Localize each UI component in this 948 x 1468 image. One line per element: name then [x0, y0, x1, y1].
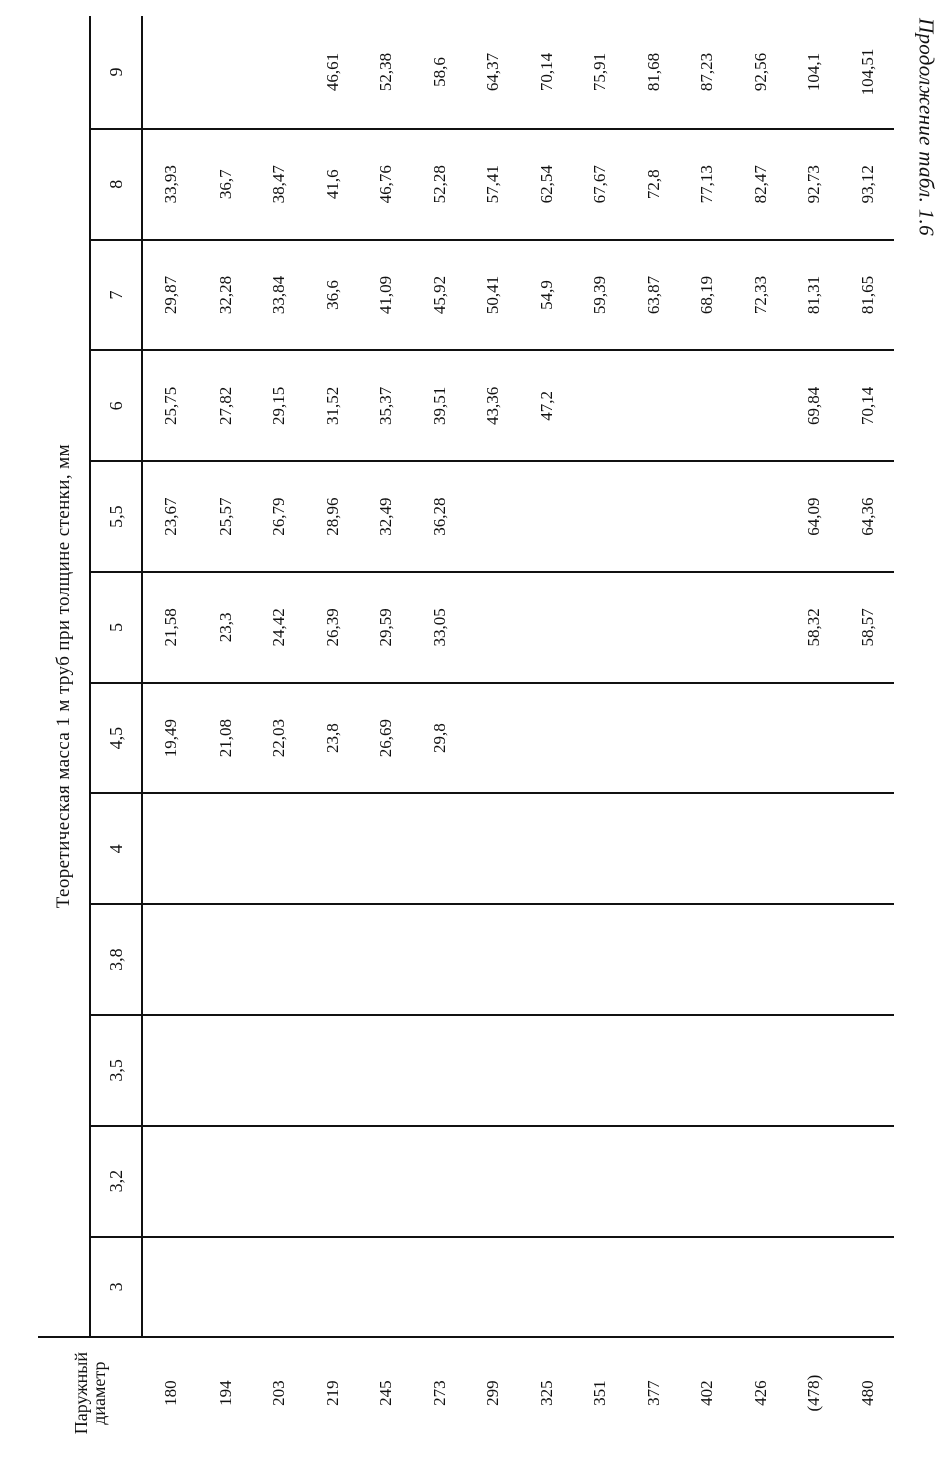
table-row	[733, 16, 786, 1448]
mass-value-cell: 92,56	[750, 52, 770, 92]
mass-value-cell: 23,3	[199, 572, 252, 683]
mass-value-cell	[787, 904, 840, 1015]
mass-value-cell	[359, 1015, 412, 1126]
table-row	[627, 16, 680, 1448]
mass-value-cell	[252, 793, 305, 904]
mass-value-cell	[520, 1126, 573, 1237]
mass-value-cell: 70,14	[536, 52, 556, 92]
diameter-cell: 245	[359, 1337, 412, 1448]
mass-value-cell	[142, 793, 199, 904]
mass-value-cell: 26,39	[306, 572, 359, 683]
mass-value-cell	[627, 793, 680, 904]
mass-value-cell	[680, 461, 733, 572]
mass-value-cell	[733, 461, 786, 572]
mass-value-cell	[627, 904, 680, 1015]
table-row	[199, 16, 252, 1448]
mass-value-cell: 59,39	[573, 240, 626, 351]
mass-value-cell	[466, 572, 519, 683]
diameter-cell: 402	[680, 1337, 733, 1448]
mass-value-cell	[573, 350, 626, 461]
mass-value-cell: 28,96	[306, 461, 359, 572]
mass-value-cell	[466, 1237, 519, 1338]
mass-value-cell	[306, 1237, 359, 1338]
table-row	[413, 16, 466, 1448]
mass-value-cell	[466, 461, 519, 572]
diameter-cell: (478)	[787, 1337, 840, 1448]
pipe-mass-table	[38, 16, 894, 1448]
mass-value-cell: 52,28	[413, 129, 466, 240]
mass-value-cell	[627, 1015, 680, 1126]
mass-value-cell	[627, 1237, 680, 1338]
mass-value-cell	[252, 1015, 305, 1126]
thickness-column-header: 4,5	[90, 683, 142, 794]
mass-value-cell	[680, 1015, 733, 1126]
mass-value-cell: 104,51	[857, 48, 877, 96]
mass-value-cell: 29,15	[252, 350, 305, 461]
table-row	[787, 16, 840, 1448]
mass-value-cell	[520, 683, 573, 794]
mass-value-cell	[787, 793, 840, 904]
mass-value-cell	[840, 683, 894, 794]
mass-value-cell: 64,37	[483, 52, 503, 92]
mass-value-cell: 68,19	[680, 240, 733, 351]
mass-value-cell: 93,12	[840, 129, 894, 240]
mass-value-cell	[520, 793, 573, 904]
mass-value-cell	[359, 1237, 412, 1338]
mass-value-cell: 104,1	[804, 52, 824, 92]
mass-value-cell: 47,2	[520, 350, 573, 461]
thickness-column-header: 3,2	[90, 1126, 142, 1237]
mass-value-cell: 27,82	[199, 350, 252, 461]
mass-value-cell	[466, 793, 519, 904]
mass-value-cell	[413, 1126, 466, 1237]
mass-value-cell: 32,28	[199, 240, 252, 351]
mass-value-cell	[252, 16, 305, 129]
mass-value-cell	[413, 1015, 466, 1126]
mass-value-cell	[680, 683, 733, 794]
mass-value-cell: 43,36	[466, 350, 519, 461]
mass-value-cell	[142, 1015, 199, 1126]
mass-value-cell	[733, 572, 786, 683]
mass-value-cell: 58,32	[787, 572, 840, 683]
mass-value-cell: 58,57	[840, 572, 894, 683]
table-row	[840, 16, 894, 1448]
mass-value-cell: 25,75	[142, 350, 199, 461]
mass-value-cell	[466, 683, 519, 794]
mass-value-cell	[573, 1015, 626, 1126]
mass-value-cell	[142, 1237, 199, 1338]
mass-value-cell	[733, 904, 786, 1015]
table-caption	[904, 18, 948, 278]
table-row	[306, 16, 359, 1448]
mass-value-cell: 52,38	[376, 52, 396, 92]
mass-value-cell	[466, 1126, 519, 1237]
mass-value-cell	[142, 16, 199, 129]
mass-value-cell	[733, 1237, 786, 1338]
mass-value-cell	[733, 793, 786, 904]
mass-value-cell: 31,52	[306, 350, 359, 461]
mass-value-cell	[680, 1126, 733, 1237]
mass-value-cell	[787, 1126, 840, 1237]
mass-value-cell: 41,09	[359, 240, 412, 351]
diameter-cell: 351	[573, 1337, 626, 1448]
thickness-column-header: 7	[90, 240, 142, 351]
mass-value-cell	[252, 1237, 305, 1338]
mass-value-cell: 57,41	[466, 129, 519, 240]
mass-value-cell: 21,58	[142, 572, 199, 683]
mass-value-cell	[787, 1237, 840, 1338]
mass-value-cell	[359, 904, 412, 1015]
mass-value-cell	[252, 904, 305, 1015]
thickness-header-row	[90, 16, 142, 1448]
mass-value-cell	[573, 461, 626, 572]
mass-value-cell	[199, 1126, 252, 1237]
mass-value-cell: 46,61	[322, 52, 342, 92]
mass-value-cell	[840, 1015, 894, 1126]
mass-value-cell: 70,14	[840, 350, 894, 461]
mass-value-cell	[733, 350, 786, 461]
thickness-column-header: 3,5	[90, 1015, 142, 1126]
mass-value-cell: 72,33	[733, 240, 786, 351]
diameter-cell: 273	[413, 1337, 466, 1448]
mass-value-cell	[413, 904, 466, 1015]
diameter-cell: 219	[306, 1337, 359, 1448]
mass-value-cell: 58,6	[429, 57, 449, 87]
diameter-cell: 480	[840, 1337, 894, 1448]
mass-value-cell	[359, 793, 412, 904]
mass-value-cell: 24,42	[252, 572, 305, 683]
mass-value-cell: 23,67	[142, 461, 199, 572]
mass-value-cell	[680, 904, 733, 1015]
mass-value-cell	[306, 904, 359, 1015]
thickness-column-header: 5,5	[90, 461, 142, 572]
mass-value-cell	[142, 904, 199, 1015]
mass-value-cell	[520, 572, 573, 683]
mass-value-cell	[520, 904, 573, 1015]
mass-value-cell: 63,87	[627, 240, 680, 351]
mass-value-cell: 21,08	[199, 683, 252, 794]
mass-value-cell: 67,67	[573, 129, 626, 240]
thickness-column-header: 4	[90, 793, 142, 904]
mass-value-cell	[627, 572, 680, 683]
mass-value-cell	[680, 572, 733, 683]
mass-value-cell	[680, 1237, 733, 1338]
mass-value-cell: 33,05	[413, 572, 466, 683]
thickness-column-header: 8	[90, 129, 142, 240]
mass-value-cell: 22,03	[252, 683, 305, 794]
diameter-cell: 377	[627, 1337, 680, 1448]
mass-value-cell: 54,9	[520, 240, 573, 351]
mass-value-cell	[573, 572, 626, 683]
diameter-cell: 180	[142, 1337, 199, 1448]
diameter-cell: 325	[520, 1337, 573, 1448]
mass-value-cell	[840, 1126, 894, 1237]
mass-value-cell	[627, 350, 680, 461]
mass-value-cell	[840, 1237, 894, 1338]
mass-value-cell: 38,47	[252, 129, 305, 240]
mass-value-cell	[627, 683, 680, 794]
mass-value-cell	[573, 1237, 626, 1338]
diameter-header: Паружный диаметр	[38, 1337, 142, 1448]
mass-value-cell: 26,79	[252, 461, 305, 572]
diameter-cell: 194	[199, 1337, 252, 1448]
mass-value-cell	[787, 683, 840, 794]
mass-value-cell	[733, 1126, 786, 1237]
mass-value-cell: 29,87	[142, 240, 199, 351]
mass-value-cell: 81,65	[840, 240, 894, 351]
mass-value-cell	[199, 16, 252, 129]
table-row	[680, 16, 733, 1448]
mass-value-cell: 41,6	[306, 129, 359, 240]
mass-value-cell	[840, 904, 894, 1015]
mass-value-cell: 36,28	[413, 461, 466, 572]
mass-value-cell	[199, 793, 252, 904]
mass-value-cell: 87,23	[697, 52, 717, 92]
thickness-column-header: 9	[90, 16, 142, 129]
mass-value-cell	[466, 1015, 519, 1126]
mass-value-cell	[413, 793, 466, 904]
table-row	[520, 16, 573, 1448]
mass-value-cell	[359, 1126, 412, 1237]
table-body	[142, 16, 894, 1448]
mass-value-cell: 36,7	[199, 129, 252, 240]
table-row	[573, 16, 626, 1448]
mass-value-cell	[199, 1015, 252, 1126]
mass-value-cell	[680, 793, 733, 904]
thickness-group-header: Теоретическая масса 1 м труб при толщине стенки, мм	[38, 16, 90, 1337]
mass-value-cell	[306, 1126, 359, 1237]
table-row	[142, 16, 199, 1448]
mass-value-cell: 72,8	[627, 129, 680, 240]
mass-value-cell: 32,49	[359, 461, 412, 572]
mass-value-cell	[627, 461, 680, 572]
mass-value-cell	[142, 1126, 199, 1237]
mass-value-cell: 33,84	[252, 240, 305, 351]
mass-value-cell	[680, 350, 733, 461]
table-row	[252, 16, 305, 1448]
mass-value-cell: 82,47	[733, 129, 786, 240]
mass-value-cell: 19,49	[142, 683, 199, 794]
mass-value-cell	[733, 1015, 786, 1126]
mass-value-cell: 46,76	[359, 129, 412, 240]
mass-value-cell: 92,73	[787, 129, 840, 240]
table-row	[466, 16, 519, 1448]
mass-value-cell: 39,51	[413, 350, 466, 461]
mass-value-cell	[520, 1237, 573, 1338]
mass-value-cell: 35,37	[359, 350, 412, 461]
table-row	[359, 16, 412, 1448]
mass-value-cell	[466, 904, 519, 1015]
diameter-cell: 426	[733, 1337, 786, 1448]
mass-value-cell: 29,59	[359, 572, 412, 683]
mass-value-cell	[306, 1015, 359, 1126]
thickness-column-header: 5	[90, 572, 142, 683]
mass-value-cell	[413, 1237, 466, 1338]
mass-value-cell	[840, 793, 894, 904]
mass-value-cell	[573, 793, 626, 904]
mass-value-cell: 62,54	[520, 129, 573, 240]
mass-value-cell: 36,6	[306, 240, 359, 351]
mass-value-cell: 81,31	[787, 240, 840, 351]
mass-value-cell	[573, 683, 626, 794]
mass-value-cell: 64,36	[840, 461, 894, 572]
thickness-column-header: 3,8	[90, 904, 142, 1015]
mass-value-cell: 64,09	[787, 461, 840, 572]
mass-value-cell	[199, 904, 252, 1015]
mass-value-cell	[733, 683, 786, 794]
mass-value-cell: 69,84	[787, 350, 840, 461]
mass-value-cell: 50,41	[466, 240, 519, 351]
mass-value-cell	[520, 461, 573, 572]
mass-value-cell	[252, 1126, 305, 1237]
mass-value-cell: 29,8	[413, 683, 466, 794]
mass-value-cell: 26,69	[359, 683, 412, 794]
mass-value-cell: 25,57	[199, 461, 252, 572]
mass-value-cell	[573, 904, 626, 1015]
mass-value-cell: 33,93	[142, 129, 199, 240]
mass-value-cell	[306, 793, 359, 904]
diameter-cell: 203	[252, 1337, 305, 1448]
mass-value-cell: 81,68	[643, 52, 663, 92]
mass-value-cell	[787, 1015, 840, 1126]
caption-text: Продолжение табл. 1.6	[914, 18, 939, 236]
mass-value-cell	[627, 1126, 680, 1237]
thickness-column-header: 3	[90, 1237, 142, 1338]
diameter-cell: 299	[466, 1337, 519, 1448]
thickness-column-header: 6	[90, 350, 142, 461]
mass-value-cell: 45,92	[413, 240, 466, 351]
mass-value-cell: 75,91	[590, 52, 610, 92]
mass-value-cell	[573, 1126, 626, 1237]
mass-value-cell	[199, 1237, 252, 1338]
mass-value-cell	[520, 1015, 573, 1126]
mass-value-cell: 23,8	[306, 683, 359, 794]
mass-value-cell: 77,13	[680, 129, 733, 240]
